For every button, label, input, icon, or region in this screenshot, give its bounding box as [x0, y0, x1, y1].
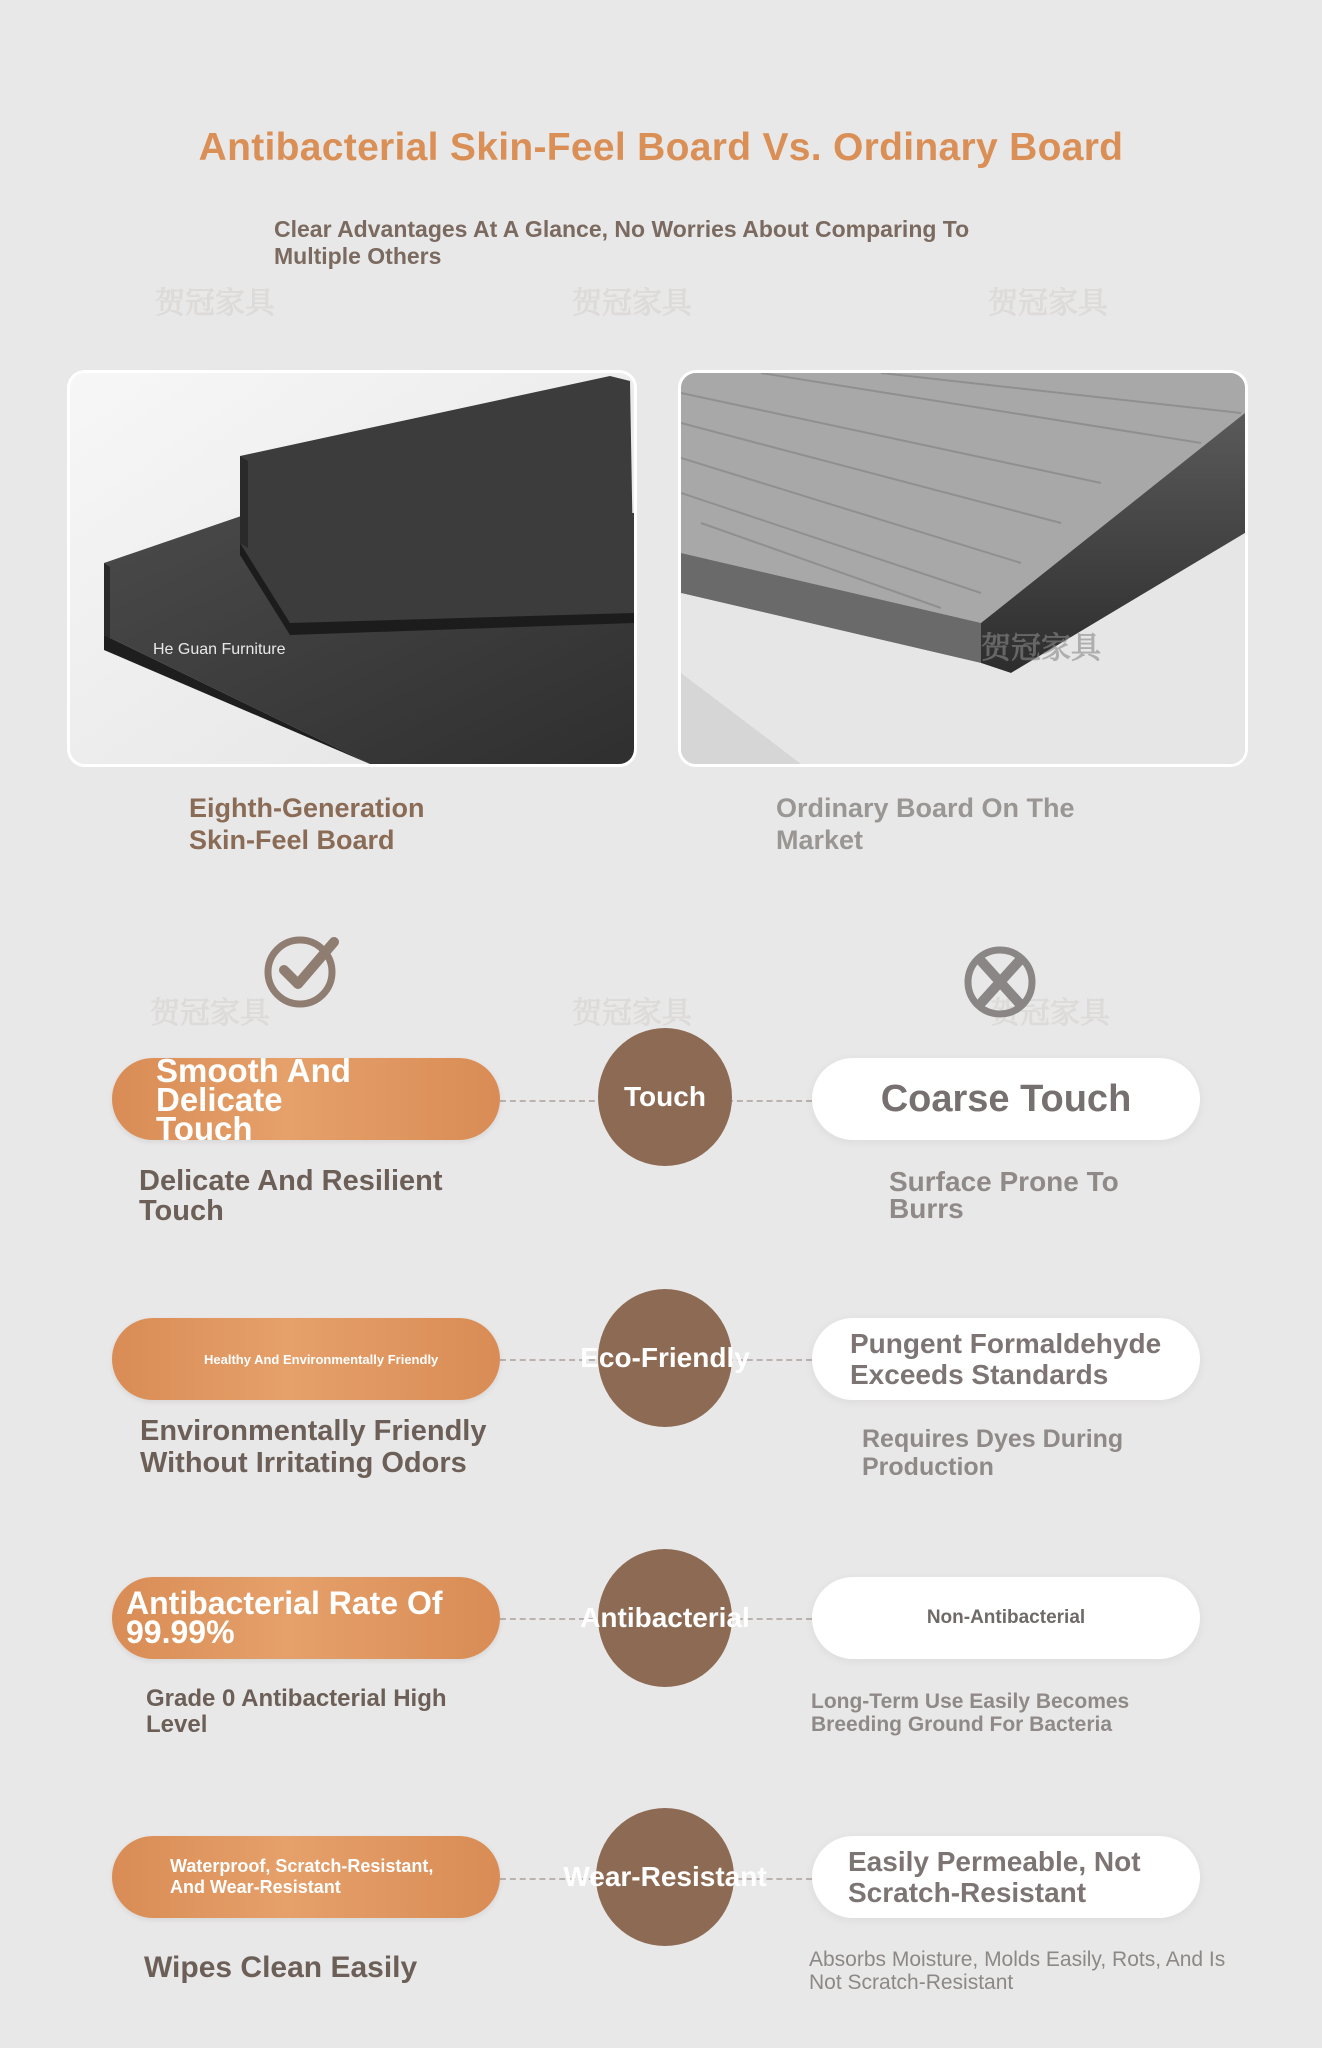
skin-feel-board-caption: Eighth-Generation Skin-Feel Board	[189, 793, 425, 855]
page-subtitle: Clear Advantages At A Glance, No Worries About Comparing To Multiple Others	[274, 216, 970, 269]
right-pill-label: Pungent Formaldehyde Exceeds Standards	[850, 1328, 1162, 1390]
left-pill-antibacterial	[112, 1577, 500, 1659]
left-desc-eco: Environmentally Friendly Without Irritating Odors	[140, 1415, 487, 1479]
watermark: 贺冠家具	[155, 287, 275, 320]
left-pill-label: Antibacterial Rate Of 99.99%	[126, 1585, 443, 1650]
right-pill-label: Coarse Touch	[880, 1077, 1132, 1120]
center-circle-label: Eco-Friendly	[580, 1342, 750, 1373]
right-desc-touch: Surface Prone To Burrs	[889, 1166, 1119, 1224]
left-pill-label: Healthy And Environmentally Friendly	[204, 1351, 439, 1367]
checkmark-circle-icon	[262, 930, 342, 1010]
left-pill-touch	[112, 1051, 500, 1147]
right-pill-touch	[812, 1058, 1200, 1140]
left-desc-wear: Wipes Clean Easily	[144, 1951, 418, 1984]
left-pill-label: Smooth And Delicate Touch	[156, 1051, 351, 1147]
watermark: 贺冠家具	[572, 287, 692, 320]
ordinary-board-caption: Ordinary Board On The Market	[776, 793, 1075, 855]
right-pill-antibacterial	[812, 1577, 1200, 1659]
left-pill-eco	[112, 1318, 500, 1400]
center-circle-eco	[580, 1289, 750, 1427]
center-circle-antibacterial	[580, 1549, 750, 1687]
ordinary-board-photo	[678, 370, 1248, 767]
center-circle-label: Wear-Resistant	[563, 1861, 767, 1892]
right-desc-wear: Absorbs Moisture, Molds Easily, Rots, And Is Not Scratch-Resistant	[809, 1948, 1226, 1994]
watermark: 贺冠家具	[572, 997, 692, 1030]
center-circle-touch	[598, 1028, 732, 1166]
left-pill-label: Waterproof, Scratch-Resistant, And Wear-Resistant	[170, 1856, 434, 1897]
right-pill-wear	[812, 1836, 1200, 1918]
right-desc-antibacterial: Long-Term Use Easily Becomes Breeding Ground For Bacteria	[811, 1690, 1130, 1736]
watermark: 贺冠家具	[150, 997, 270, 1030]
brand-overlay-text: He Guan Furniture	[153, 641, 286, 658]
center-circle-label: Touch	[624, 1081, 706, 1112]
right-pill-label: Easily Permeable, Not Scratch-Resistant	[848, 1846, 1141, 1908]
left-pill-wear	[112, 1836, 500, 1918]
x-circle-icon	[960, 942, 1040, 1022]
watermark: 贺冠家具	[988, 287, 1108, 320]
page-title: Antibacterial Skin-Feel Board Vs. Ordinary Board	[198, 126, 1124, 169]
watermark: 贺冠家具	[990, 997, 1110, 1030]
center-circle-label: Antibacterial	[580, 1602, 750, 1633]
left-desc-touch: Delicate And Resilient Touch	[139, 1165, 443, 1227]
skin-feel-board-photo	[67, 370, 637, 767]
right-pill-eco	[812, 1318, 1200, 1400]
right-desc-eco: Requires Dyes During Production	[862, 1425, 1124, 1481]
right-pill-label: Non-Antibacterial	[926, 1607, 1086, 1628]
center-circle-wear	[563, 1808, 767, 1946]
watermark: 贺冠家具	[981, 632, 1101, 665]
left-desc-antibacterial: Grade 0 Antibacterial High Level	[146, 1685, 447, 1738]
